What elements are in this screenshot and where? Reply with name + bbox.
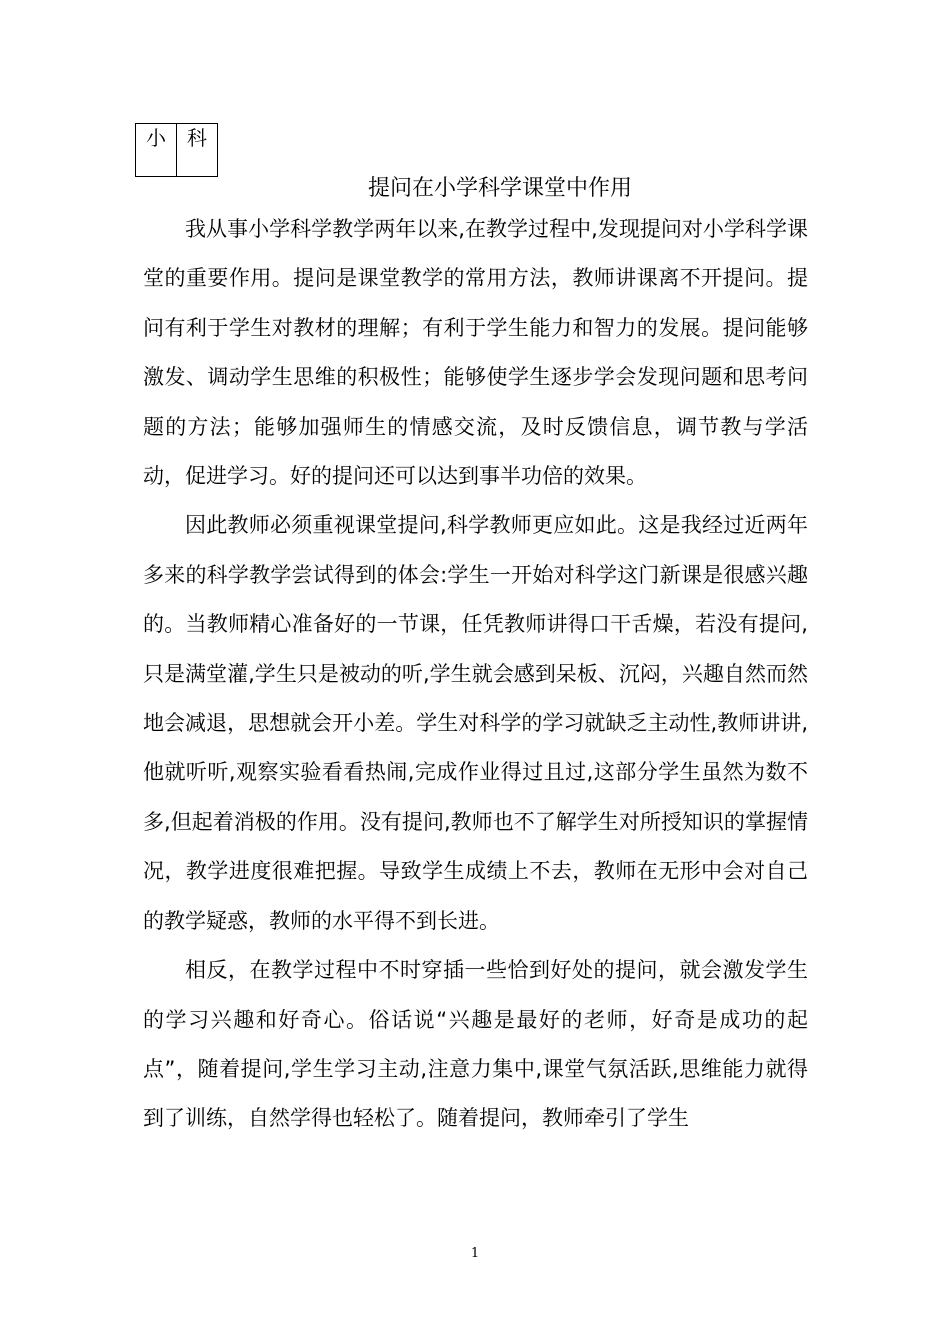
header-table	[135, 123, 218, 177]
header-cell-2: 科	[177, 124, 218, 177]
document-body	[143, 205, 808, 1144]
header-cell-1: 小	[136, 124, 177, 177]
document-title: 提问在小学科学课堂中作用	[367, 176, 632, 201]
paragraph-2: 因此教师必须重视课堂提问,科学教师更应如此。这是我经过近两年多来的科学教学尝试得到的体会:学生一开始对科学这门新课是很感兴趣的。当教师精心准备好的一节课，任凭教师讲得口干舌燥，若没有提问,只是满堂灌,学生只是被动的听,学生就会感到呆板、沉闷，兴趣自然而然地会减退，思想就会开小差。学生对科学的学习就缺乏主动性,教师讲讲,他就听听,观察实验看看热闹,完成作业得过且过,这部分学生虽然为数不多,但起着消极的作用。没有提问,教师也不了解学生对所授知识的掌握情况，教学进度很难把握。导致学生成绩上不去，教师在无形中会对自己的教学疑惑，教师的水平得不到长进。	[143, 513, 808, 933]
paragraph-3: 相反，在教学过程中不时穿插一些恰到好处的提问，就会激发学生的学习兴趣和好奇心。俗话说“兴趣是最好的老师，好奇是成功的起点”，随着提问,学生学习主动,注意力集中,课堂气氛活跃,思维能力就得到了训练，自然学得也轻松了。随着提问，教师牵引了学生	[143, 958, 808, 1131]
page-number: 1	[470, 1246, 480, 1261]
paragraph-1: 我从事小学科学教学两年以来,在教学过程中,发现提问对小学科学课堂的重要作用。提问是课堂教学的常用方法，教师讲课离不开提问。提问有利于学生对教材的理解；有利于学生能力和智力的发展。提问能够激发、调动学生思维的积极性；能够使学生逐步学会发现问题和思考问题的方法；能够加强师生的情感交流，及时反馈信息，调节教与学活动，促进学习。好的提问还可以达到事半功倍的效果。	[143, 217, 808, 489]
